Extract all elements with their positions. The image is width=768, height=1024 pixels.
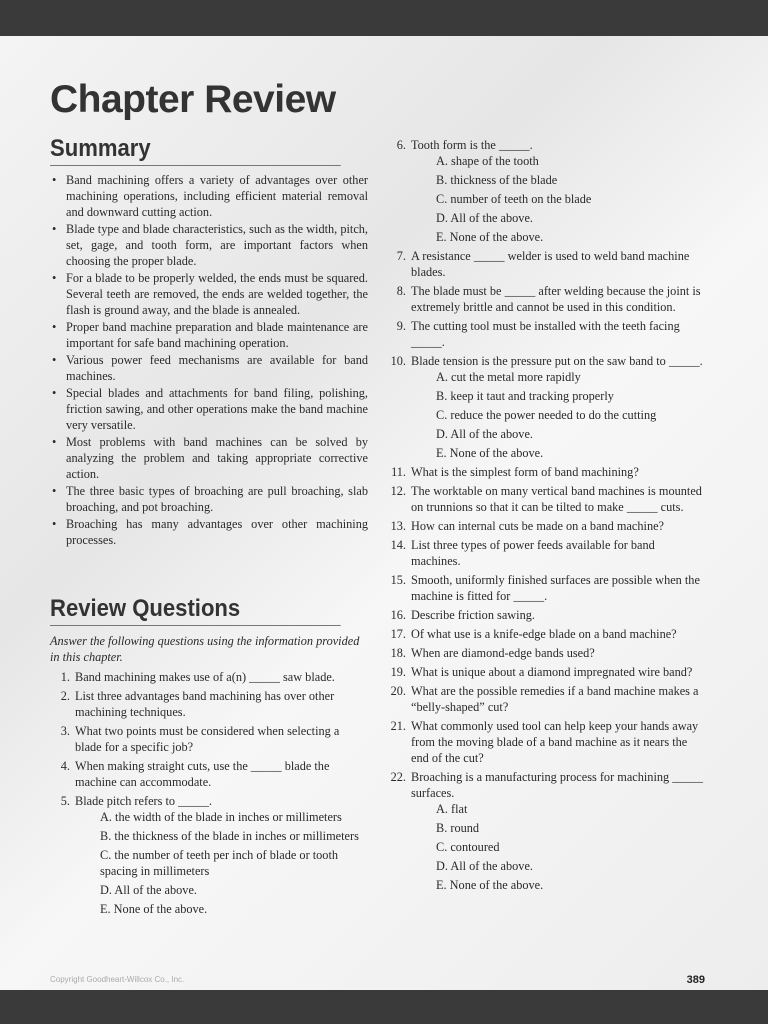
question-text: What is the simplest form of band machining? (411, 465, 639, 479)
question-text: Blade tension is the pressure put on the saw band to _____. (411, 354, 703, 368)
question-list-left (50, 669, 368, 917)
question-text: What commonly used tool can help keep your hands away from the moving blade of a band machine as it nears the end of the cut? (411, 719, 699, 765)
question-number: 8. (396, 284, 406, 298)
question-number: 2. (60, 689, 70, 703)
answer-option: A. cut the metal more rapidly (436, 370, 581, 384)
question-number: 15. (390, 573, 406, 587)
question-item (386, 483, 706, 515)
question-number: 6. (396, 138, 406, 152)
question-text: Tooth form is the _____. (411, 138, 533, 152)
summary-item: • Various power feed mechanisms are available for band machines. (50, 352, 368, 384)
question-item (386, 572, 706, 604)
answer-option: E. None of the above. (436, 878, 544, 892)
question-text: Band machining makes use of a(n) _____ saw blade. (75, 670, 335, 684)
questions-right-column (386, 137, 706, 896)
copyright-notice: Copyright Goodheart-Willcox Co., Inc. (50, 975, 185, 984)
top-bar (0, 0, 768, 36)
question-number: 3. (60, 724, 70, 738)
question-number: 7. (396, 249, 406, 263)
summary-item: • Broaching has many advantages over other machining processes. (50, 516, 368, 548)
question-item (386, 664, 706, 680)
answer-option: B. the thickness of the blade in inches or millimeters (100, 829, 359, 843)
question-item (386, 537, 706, 569)
review-instructions: Answer the following questions using the information provided in this chapter. (50, 634, 360, 664)
question-text: What two points must be considered when selecting a blade for a specific job? (75, 724, 340, 754)
question-text: When making straight cuts, use the _____ blade the machine can accommodate. (75, 759, 330, 789)
question-text: A resistance _____ welder is used to weld band machine blades. (411, 249, 690, 279)
question-number: 5. (60, 794, 70, 808)
answer-option: C. the number of teeth per inch of blade or tooth spacing in millimeters (100, 848, 339, 878)
question-number: 20. (390, 684, 406, 698)
answer-option: B. round (436, 821, 480, 835)
answer-option: B. thickness of the blade (436, 173, 558, 187)
answer-option: A. shape of the tooth (436, 154, 539, 168)
question-text: Of what use is a knife-edge blade on a band machine? (411, 627, 677, 641)
summary-item: • Proper band machine preparation and blade maintenance are important for safe band machining operation. (50, 319, 368, 351)
question-number: 21. (390, 719, 406, 733)
questions-left-column (50, 669, 368, 920)
answer-option: D. All of the above. (100, 883, 197, 897)
question-item (386, 137, 706, 245)
answer-options (75, 809, 368, 917)
question-number: 22. (390, 770, 406, 784)
answer-option: B. keep it taut and tracking properly (436, 389, 614, 403)
question-text: What are the possible remedies if a band machine makes a “belly-shaped” cut? (411, 684, 699, 714)
summary-column (50, 172, 368, 549)
question-text: Broaching is a manufacturing process for machining _____ surfaces. (411, 770, 703, 800)
question-text: The blade must be _____ after welding because the joint is extremely brittle and cannot be used in this condition. (411, 284, 701, 314)
question-text: The worktable on many vertical band machines is mounted on trunnions so that it can be tilted to make _____ cuts. (411, 484, 702, 514)
question-item (386, 353, 706, 461)
question-number: 18. (390, 646, 406, 660)
question-item (386, 283, 706, 315)
question-item (386, 518, 706, 534)
answer-option: D. All of the above. (436, 427, 533, 441)
question-item (386, 318, 706, 350)
answer-option: E. None of the above. (436, 446, 544, 460)
question-number: 1. (60, 670, 70, 684)
question-item (386, 718, 706, 766)
review-questions-heading: Review Questions (50, 595, 341, 626)
question-item (50, 669, 368, 685)
question-text: The cutting tool must be installed with the teeth facing _____. (411, 319, 680, 349)
question-text: Describe friction sawing. (411, 608, 535, 622)
summary-list (50, 172, 368, 548)
question-item (386, 464, 706, 480)
answer-option: A. flat (436, 802, 468, 816)
summary-item: • The three basic types of broaching are pull broaching, slab broaching, and pot broaching. (50, 483, 368, 515)
summary-item: • For a blade to be properly welded, the ends must be squared. Several teeth are removed, the ends are welded together, the flash is ground away, and the blade is annealed. (50, 270, 368, 318)
answer-option: E. None of the above. (436, 230, 544, 244)
question-item (386, 769, 706, 893)
question-text: When are diamond-edge bands used? (411, 646, 595, 660)
question-text: List three advantages band machining has over other machining techniques. (75, 689, 335, 719)
answer-options (411, 153, 706, 245)
summary-item: • Special blades and attachments for band filing, polishing, friction sawing, and other operations make the band machine very versatile. (50, 385, 368, 433)
answer-option: E. None of the above. (100, 902, 208, 916)
question-text: Blade pitch refers to _____. (75, 794, 212, 808)
question-item (50, 723, 368, 755)
page-number: 389 (686, 974, 705, 986)
answer-option: D. All of the above. (436, 859, 533, 873)
question-text: How can internal cuts be made on a band machine? (411, 519, 665, 533)
question-text: What is unique about a diamond impregnated wire band? (411, 665, 693, 679)
question-text: Smooth, uniformly finished surfaces are possible when the machine is fitted for _____. (411, 573, 700, 603)
question-item (50, 688, 368, 720)
question-number: 16. (390, 608, 406, 622)
question-item (386, 607, 706, 623)
question-number: 19. (390, 665, 406, 679)
question-number: 4. (60, 759, 70, 773)
question-text: List three types of power feeds available for band machines. (411, 538, 655, 568)
question-item (386, 626, 706, 642)
answer-options (411, 801, 706, 893)
question-number: 11. (391, 465, 406, 479)
question-list-right (386, 137, 706, 893)
question-item (386, 248, 706, 280)
answer-option: A. the width of the blade in inches or millimeters (100, 810, 342, 824)
answer-options (411, 369, 706, 461)
answer-option: C. number of teeth on the blade (436, 192, 592, 206)
question-number: 17. (390, 627, 406, 641)
question-number: 9. (396, 319, 406, 333)
answer-option: D. All of the above. (436, 211, 533, 225)
question-number: 12. (390, 484, 406, 498)
bottom-bar (0, 990, 768, 1024)
answer-option: C. reduce the power needed to do the cutting (436, 408, 657, 422)
chapter-title: Chapter Review (50, 78, 336, 121)
question-number: 13. (390, 519, 406, 533)
summary-item: • Band machining offers a variety of advantages over other machining operations, including efficient material removal and downward cutting action. (50, 172, 368, 220)
summary-item: • Blade type and blade characteristics, such as the width, pitch, set, gage, and tooth form, are important factors when choosing the proper blade. (50, 221, 368, 269)
summary-heading: Summary (50, 135, 341, 166)
question-item (386, 645, 706, 661)
question-item (50, 758, 368, 790)
summary-item: • Most problems with band machines can be solved by analyzing the problem and taking appropriate corrective action. (50, 434, 368, 482)
question-item (50, 793, 368, 917)
question-number: 10. (390, 354, 406, 368)
question-number: 14. (390, 538, 406, 552)
answer-option: C. contoured (436, 840, 500, 854)
question-item (386, 683, 706, 715)
